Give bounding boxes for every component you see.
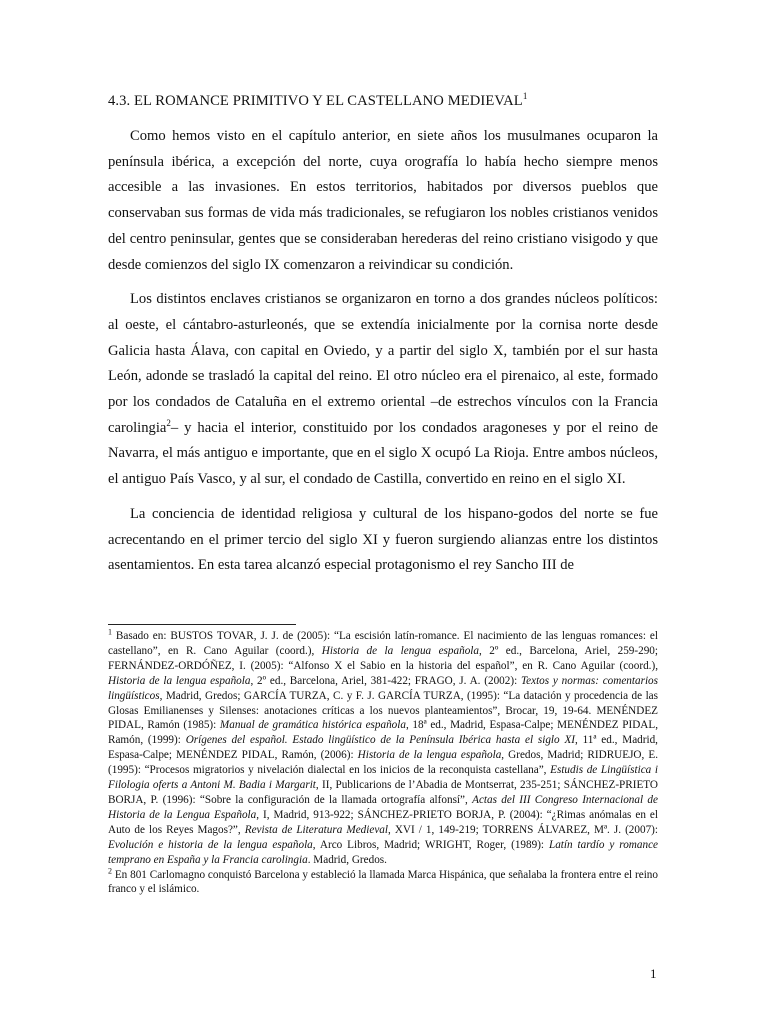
footnote-1-marker: 1 <box>108 627 112 637</box>
footnote-1-title: Historia de la lengua española <box>321 644 479 657</box>
footnote-1-text: , II, Publicarions de l’Abadia de Montserrat, 235-251; SÁNCHEZ-PRIETO BORJA, P. (1996): “Sobre la configuración de la llamada ortografía alfonsí”, <box>108 779 658 806</box>
footnote-2-text: En 801 Carlomagno conquistó Barcelona y estableció la llamada Marca Hispánica, que señalaba la frontera entre el reino franco y el islámico. <box>108 868 658 896</box>
paragraph-2 <box>108 287 658 493</box>
footnote-1-title: Revista de Literatura Medieval <box>244 823 388 836</box>
footnote-1-text: , 18ª ed., Madrid, Espasa-Calpe; MENÉNDEZ PIDAL, Ramón, (1999): <box>108 719 658 747</box>
footnote-ref-2[interactable]: 2 <box>166 417 171 428</box>
footnote-1-text: , Arco Libros, Madrid; WRIGHT, Roger, (1989): <box>312 838 549 851</box>
footnote-ref-1[interactable]: 1 <box>522 91 528 102</box>
page-number: 1 <box>650 966 657 981</box>
footnote-separator <box>108 624 296 625</box>
footnote-1-text: , Gredos, Madrid; RIDRUEJO, E. (1995): “Procesos migratorios y nivelación dialectal en los inicios de la reconquista castellana”, <box>108 749 659 777</box>
footnote-1-title: Manual de gramática histórica española <box>219 719 406 732</box>
footnote-1-text: , XVI / 1, 149-219; TORRENS ÁLVAREZ, Mª. J. (2007): <box>388 823 658 836</box>
footnote-1 <box>108 629 658 868</box>
section-heading-text: 4.3. EL ROMANCE PRIMITIVO Y EL CASTELLANO MEDIEVAL <box>108 93 523 109</box>
footnote-1-text: , Madrid, Gredos; GARCÍA TURZA, C. y F. J. GARCÍA TURZA, (1995): “La datación y procedencia de las Glosas Emilianenses y Silenses: anotaciones críticas a los nuevos planteamientos”, Brocar, 19, 19-64. MENÉNDEZ PIDAL, Ramón (1985): <box>108 689 658 732</box>
body-text <box>108 124 658 588</box>
footnote-1-title: Historia de la lengua española <box>357 749 502 762</box>
paragraph-3: La conciencia de identidad religiosa y cultural de los hispano-godos del norte se fue acrecentando en el primer tercio del siglo XI y fueron surgiendo alianzas entre los distintos asentamientos. En esta tarea alcanzó especial protagonismo el rey Sancho III de <box>108 505 658 574</box>
footnote-1-title: Orígenes del español. Estado lingüístico de la Península Ibérica hasta el siglo XI <box>185 734 575 747</box>
footnote-1-text: Basado en: BUSTOS TOVAR, J. J. de (2005): “La escisión latín-romance. El nacimiento de las lenguas romances: el castellano”, en R. Cano Aguilar (coord.), <box>108 630 658 657</box>
paragraph-1: Como hemos visto en el capítulo anterior, en siete años los musulmanes ocuparon la península ibérica, a excepción del norte, cuya orografía lo había hecho siempre menos accesible a las invasiones. En estos territorios, habitados por diversos pueblos que conservaban sus formas de vida más tradicionales, se refugiaron los nobles cristianos venidos del centro peninsular, gentes que se consideraban herederas del reino cristiano visigodo y que desde comienzos del siglo IX comenzaron a reivindicar su condición. <box>108 128 658 273</box>
footnote-1-title: Textos y normas: comentarios lingüísticos <box>108 674 659 702</box>
footnote-1-text: , 2º ed., Barcelona, Ariel, 259-290; FERNÁNDEZ-ORDÓÑEZ, I. (2005): “Alfonso X el Sabio en la historia del español”, en R. Cano Aguilar (coord.), <box>108 644 659 672</box>
section-heading <box>108 93 527 110</box>
paragraph-2-part-a: Los distintos enclaves cristianos se organizaron en torno a dos grandes núcleos políticos: al oeste, el cántabro-asturleonés, que se extendía inicialmente por la cornisa norte desde Galicia hasta Álava, con capital en Oviedo, y a partir del siglo X, también por el sur hasta León, adonde se trasladó la capital del reino. El otro núcleo era el pirenaico, al este, formado por los condados de Cataluña en el extremo oriental –de estrechos vínculos con la Francia carolingia <box>108 291 658 436</box>
footnote-2 <box>108 865 658 898</box>
paragraph-2-part-b: – y hacia el interior, constituido por los condados aragoneses y por el reino de Navarra, el más antiguo e importante, que en el siglo X ocupó La Rioja. Entre ambos núcleos, el antiguo País Vasco, y al sur, el condado de Castilla, convertido en reino en el siglo XI. <box>108 419 658 488</box>
footnote-1-text: , 11ª ed., Madrid, Espasa-Calpe; MENÉNDEZ PIDAL, Ramón, (2006): <box>108 734 658 762</box>
footnote-1-title: Historia de la lengua española <box>108 674 251 687</box>
footnote-1-title: Evolución e historia de la lengua española <box>108 838 313 851</box>
footnotes <box>108 629 658 897</box>
footnote-1-title: Actas del III Congreso Internacional de Historia de la Lengua Española <box>108 793 658 821</box>
footnote-1-text: , 2º ed., Barcelona, Ariel, 381-422; FRAGO, J. A. (2002): <box>250 674 521 687</box>
footnote-2-marker: 2 <box>108 865 112 875</box>
footnote-1-title: Latín tardío y romance temprano en España y la Francia carolingia <box>108 838 658 866</box>
footnote-1-title: Estudis de Lingüística i Filologia oferts a Antoni M. Badia i Margarit <box>108 764 658 792</box>
footnote-1-text: . Madrid, Gredos. <box>307 853 387 866</box>
footnote-1-text: , I, Madrid, 913-922; SÁNCHEZ-PRIETO BORJA, P. (2004): “¿Rimas anómalas en el Auto de los Reyes Magos?”, <box>108 808 658 836</box>
